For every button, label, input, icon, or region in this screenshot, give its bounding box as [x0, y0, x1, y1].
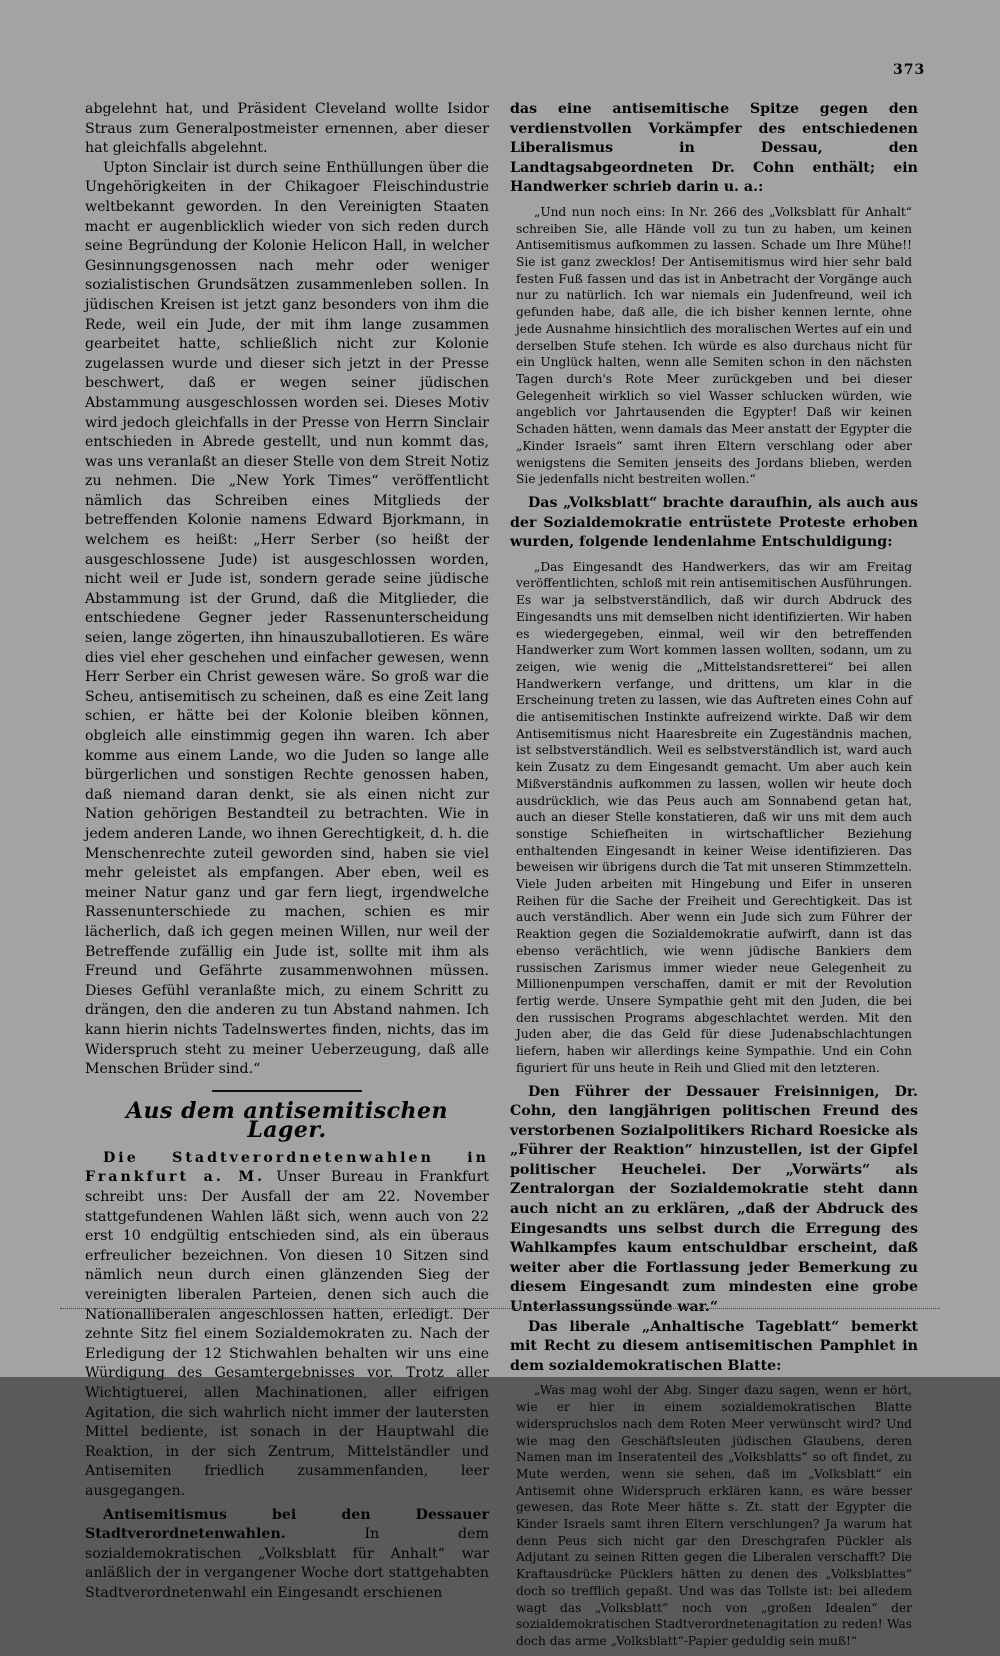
- left-column: [85, 100, 489, 1604]
- right-paragraph-cohn: Den Führer der Dessauer Freisinnigen, Dr. Cohn, den langjährigen politischen Freund des verstorbenen Sozialpolitikers Richard Roesicke als „Führer der Reaktion“ hinzustellen, ist der Gipfel politischer Heuchelei. Der „Vorwärts“ als Zentralorgan der Sozialdemokratie steht dann auch nicht an zu erklären, „daß der Abdruck des Eingesandts uns selbst durch die Erregung des Wahlkampfes kaum entschuldbar erscheint, daß weiter aber die Fortlassung jeder Bemerkung zu diesem Eingesandt zum mindesten eine grobe Unterlassungssünde war.“: [510, 1083, 918, 1316]
- left-paragraph-dessau: [85, 1506, 489, 1604]
- left-paragraph-1: abgelehnt hat, und Präsident Cleveland wollte Isidor Straus zum Generalpostmeister ernennen, aber dieser hat gleichfalls abgelehnt.: [85, 101, 489, 157]
- right-paragraph-tageblatt: Das liberale „Anhaltische Tageblatt“ bemerkt mit Recht zu diesem antisemitischen Pamphlet in dem sozialdemokratischen Blatte:: [510, 1318, 918, 1374]
- left-paragraph-sinclair: Upton Sinclair ist durch seine Enthüllungen über die Ungehörigkeiten in der Chikagoer Fleischindustrie weltbekannt geworden. In den Vereinigten Staaten macht er augenblicklich wieder von sich reden durch seine Begründung der Kolonie Helicon Hall, in welcher Gesinnungsgenossen nach mehr oder weniger sozialistischen Grundsätzen zusammenleben sollen. In jüdischen Kreisen ist jetzt ganz besonders von ihm die Rede, weil ein Jude, der mit ihm lange zusammen gearbeitet hatte, schließlich nicht zur Kolonie zugelassen wurde und dieser sich jetzt in der Presse beschwert, daß er wegen seiner jüdischen Abstammung ausgeschlossen worden sei. Dieses Motiv wird jedoch gleichfalls in der Presse von Herrn Sinclair entschieden in Abrede gestellt, und nun kommt das, was uns veranlaßt an dieser Stelle von dem Streit Notiz zu nehmen. Die „New York Times“ veröffentlicht nämlich das Schreiben eines Mitglieds der betreffenden Kolonie namens Edward Bjorkmann, in welchem es heißt: „Herr Serber (so heißt der ausgeschlossene Jude) ist ausgeschlossen worden, nicht weil er Jude ist, sondern gerade seine jüdische Abstammung ist der Grund, daß die Mitglieder, die entschiedene Gegner jeder Rassenunterscheidung seien, lange zögerten, ihn hinauszuballotieren. Es wäre dies viel eher geschehen und einfacher gewesen, wenn Herr Serber ein Christ gewesen wäre. So groß war die Scheu, antisemitisch zu scheinen, daß es eine Zeit lang schien, er hätte bei der Kolonie bleiben können, obgleich alle einstimmig gegen ihn waren. Ich aber komme aus einem Lande, wo die Juden so lange alle bürgerlichen und sonstigen Rechte genossen haben, daß niemand daran denkt, sie als einen nicht zur Nation gehörigen Bestandteil zu betrachten. Wie in jedem anderen Lande, wo ihnen Gerechtigkeit, d. h. die Menschenrechte zuteil geworden sind, haben sie viel mehr geleistet als empfangen. Aber eben, weil es meiner Natur ganz und gar fern liegt, irgendwelche Rassenunterschiede zu machen, schien es mir lächerlich, daß ich gegen meinen Willen, nur weil der Betreffende zufällig ein Jude ist, sollte mit ihm als Freund und Gefährte zusammenwohnen müssen. Dieses Gefühl veranlaßte mich, zu einem Schritt zu drängen, den die anderen zu tun Abstand nahmen. Ich kann hierin nichts Tadelnswertes finden, nichts, das im Widerspruch steht zu meiner Ueberzeugung, daß alle Menschen Brüder sind.“: [85, 159, 489, 1078]
- right-paragraph-1: das eine antisemitische Spitze gegen den verdienstvollen Vorkämpfer des entschiedenen Liberalismus in Dessau, den Landtagsabgeordneten Dr. Cohn enthält; ein Handwerker schrieb darin u. a.:: [510, 101, 918, 196]
- dessau-heading: Antisemitismus bei den Dessauer Stadtverordnetenwahlen.: [85, 1506, 489, 1543]
- section-divider: [212, 1090, 362, 1092]
- right-paragraph-volksblatt: Das „Volksblatt“ brachte daraufhin, als auch aus der Sozialdemokratie entrüstete Proteste erhoben wurden, folgende lendenlahme Entschuldigung:: [510, 494, 918, 551]
- quote-tageblatt: [516, 1382, 912, 1649]
- frankfurt-heading: Die Stadtverordnetenwahlen in Frankfurt a. M.: [85, 1149, 489, 1186]
- right-column: [510, 100, 918, 1656]
- quote-tageblatt-text: „Was mag wohl der Abg. Singer dazu sagen, wenn er hört, wie er hier in einem sozialdemokratischen Blatte widerspruchslos nach dem Roten Meer verwünscht wird? Und wie mag den Geschäftsleuten jüdischen Glaubens, deren Namen man im Inseratenteil des „Volksblatts“ so oft findet, zu Mute werden, wenn sie sehen, daß im „Volksblatt“ ein Antisemit ohne Widerspruch erklären kann, es wäre besser gewesen, das Rote Meer hätte s. Zt. statt der Egypter die Kinder Israels samt ihren Eltern verschlungen? Ja warum hat denn Peus sich nicht gar den Dreschgrafen Pückler als Adjutant zu seinen Ritten gegen die Liberalen verschafft? Die Kraftausdrücke Pücklers hätten zu denen des „Volksblattes“ doch so trefflich gepaßt. Und was das Tollste ist: bei alledem wagt das „Volksblatt“ noch von „großen Idealen“ der sozialdemokratischen Stadtverordnetenagitation zu reden! Was doch das arme „Volksblatt“-Papier geduldig sein muß!“: [516, 1383, 912, 1648]
- bottom-scan-artifact: [60, 1308, 940, 1309]
- quote-entschuldigung: [516, 559, 912, 1077]
- left-paragraph-frankfurt: [85, 1149, 489, 1502]
- quote-handwerker: [516, 204, 912, 488]
- section-title: Aus dem antisemitischen Lager.: [125, 1097, 448, 1144]
- quote-entschuldigung-text: „Das Eingesandt des Handwerkers, das wir am Freitag veröffentlichten, schloß mit rein antisemitischen Ausführungen. Es war ja selbstverständlich, daß wir durch Abdruck des Eingesandts uns mit demselben nicht identifizierten. Wir haben es wiedergegeben, einmal, weil wir den betreffenden Handwerker zum Wort kommen lassen wollten, sodann, um zu zeigen, wie wenig die „Mittelstandsretterei“ bei allen Handwerkern verfange, und drittens, um klar in die Erscheinung treten zu lassen, wie das Auftreten eines Cohn auf die antisemitischen Instinkte aufreizend wirkte. Daß wir dem Antisemitismus nicht Haaresbreite ein Zugeständnis machen, ist selbstverständlich. Weil es selbstverständlich ist, ward auch kein Zusatz zu dem Eingesandt gemacht. Um aber auch kein Mißverständnis aufkommen zu lassen, wollen wir heute doch ausdrücklich, wie das Peus auch am Sonnabend getan hat, auch an dieser Stelle konstatieren, daß wir uns mit dem auch sonstige Schiefheiten in wirtschaftlicher Beziehung enthaltenden Eingesandt in keiner Weise identifizieren. Das beweisen wir übrigens durch die Tat mit unseren Stimmzetteln. Viele Juden arbeiten mit Hingebung und Eifer in unseren Reihen für die Sache der Freiheit und Gerechtigkeit. Das ist auch verständlich. Aber wenn ein Jude sich zum Führer der Reaktion gegen die Sozialdemokratie aufwirft, dann ist das ebenso verächtlich, wie wenn jüdische Bankiers dem russischen Zarismus immer wieder neue Gelegenheit zu Millionenpumpen verschaffen, damit er mit der Revolution fertig werde. Unsere Sympathie geht mit den Juden, die bei den russischen Programs abgeschlachtet werden. Mit den Juden aber, die das Geld für diese Judenabschlachtungen liefern, haben wir allerdings keine Sympathie. Und ein Cohn figuriert für uns heute in Reih und Glied mit den letzteren.: [516, 559, 912, 1075]
- frankfurt-text: Unser Bureau in Frankfurt schreibt uns: Der Ausfall der am 22. November stattgefundenen Wahlen läßt sich, wenn auch von 22 erst 10 endgültig entschieden sind, als ein überaus erfreulicher bezeichnen. Von diesen 10 Sitzen sind nämlich neun durch einen glänzenden Sieg der vereinigten liberalen Parteien, denen sich auch die Nationalliberalen angeschlossen hatten, erledigt. Der zehnte Sitz fiel einem Sozialdemokraten zu. Nach der Erledigung der 12 Stichwahlen behalten wir uns eine Würdigung des Gesamtergebnisses vor. Trotz aller Wichtigtuerei, allen Machinationen, aller eifrigen Agitation, die sich wahrlich nicht immer der lautersten Mittel bediente, ist sonach in der Hauptwahl die Reaktion, in der sich Zentrum, Mittelständler und Antisemiten friedlich zusammenfanden, leer ausgegangen.: [85, 1169, 489, 1499]
- quote-handwerker-text: „Und nun noch eins: In Nr. 266 des „Volksblatt für Anhalt“ schreiben Sie, alle Hände voll zu tun zu haben, um keinen Antisemitismus aufkommen zu lassen. Schade um Ihre Mühe!! Sie ist ganz zwecklos! Der Antisemitismus wird hier sehr bald festen Fuß fassen und das ist in Anbetracht der Vorgänge auch nur zu natürlich. Ich war niemals ein Judenfreund, weil ich gefunden habe, daß alle, die ich bisher kennen lernte, ohne jede Ausnahme hinsichtlich des moralischen Wertes auf ein und derselben Stufe stehen. Ich würde es also durchaus nicht für ein Unglück halten, wenn alle Semiten schon in den nächsten Tagen durch's Rote Meer zurückgeben und bei dieser Gelegenheit wirklich so viel Wasser schlucken würden, wie angeblich vor Jahrtausenden die Egypter! Daß wir keinen Schaden hätten, wenn damals das Meer anstatt der Egypter die „Kinder Israels“ samt ihren Eltern verschlang oder aber wenigstens die Semiten jenseits des Jordans blieben, werden Sie jedenfalls nicht bestreiten wollen.“: [516, 204, 912, 487]
- dessau-text: In dem sozialdemokratischen „Volksblatt für Anhalt“ war anläßlich der in vergangener Woche dort stattgehabten Stadtverordnetenwahl ein Eingesandt erschienen: [85, 1526, 489, 1601]
- page-number: 373: [893, 62, 926, 78]
